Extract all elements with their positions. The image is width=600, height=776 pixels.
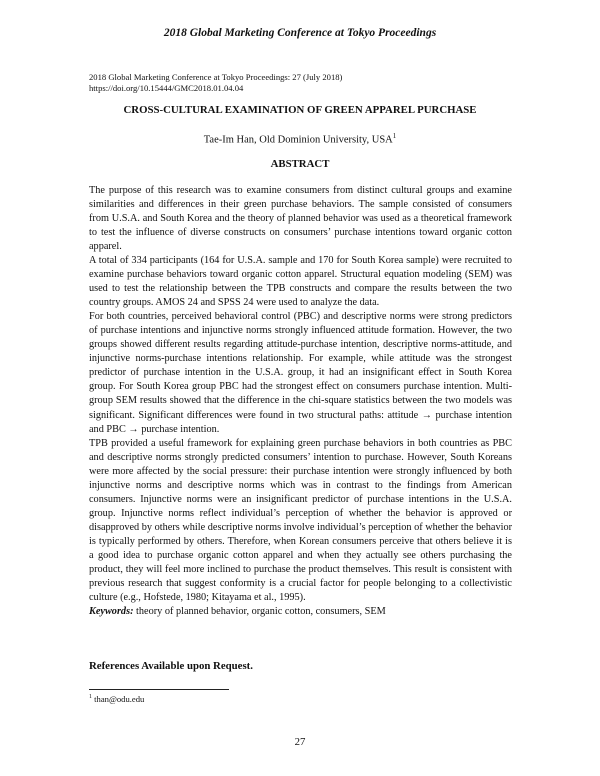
citation-block bbox=[89, 72, 342, 94]
author-footnote-mark: 1 bbox=[392, 132, 397, 140]
abstract-paragraph: TPB provided a useful framework for explaining green purchase behaviors in both countries as PBC and descriptive norms strongly predicted consumers’ intention to purchase. However, South Koreans were more affected by the social pressure: their purchase intention were strongly influenced by both injunctive norms and descriptive norms which was in contrast to the findings from American consumers. Injunctive norms were an insignificant predictor of purchase intentions in the U.S.A. group. Injunctive norms reflect individual’s perception of whether the behavior is approved or disapproved by others while descriptive norms involve individual’s perception of whether the behavior is typically performed by others. Therefore, when Korean consumers perceive that others believe it is a good idea to purchase organic cotton apparel and when they actually see others purchasing the product, they will feel more inclined to purchase the product themselves. This result is consistent with previous research that suggest conformity is a crucial factor for people belonging to a collectivistic culture (e.g., Hofstede, 1980; Kitayama et al., 1995). bbox=[89, 437, 512, 603]
footnote-divider bbox=[89, 689, 229, 690]
footnote-email[interactable]: than@odu.edu bbox=[92, 694, 145, 704]
abstract-body bbox=[89, 184, 512, 619]
page-number: 27 bbox=[294, 736, 306, 748]
running-head: 2018 Global Marketing Conference at Tokyo Proceedings bbox=[163, 27, 437, 39]
paper-title: CROSS-CULTURAL EXAMINATION OF GREEN APPAREL PURCHASE bbox=[123, 104, 477, 116]
abstract-paragraph: The purpose of this research was to examine consumers from distinct cultural groups and examine similarities and differences in their green purchase behaviors. The sample consisted of consumers from U.S.A. and South Korea and the theory of planned behavior was used as a theoretical framework to test the influence of diverse constructs on consumers’ purchase intentions toward organic cotton apparel. bbox=[89, 185, 512, 253]
references-note: References Available upon Request. bbox=[89, 660, 253, 672]
footnote bbox=[89, 694, 144, 704]
keywords-label: Keywords: bbox=[89, 605, 134, 617]
abstract-heading: ABSTRACT bbox=[270, 158, 330, 170]
citation-line: 2018 Global Marketing Conference at Tokyo Proceedings: 27 (July 2018) bbox=[89, 72, 343, 82]
abstract-paragraph: A total of 334 participants (164 for U.S.A. sample and 170 for South Korea sample) were recruited to examine purchase behaviors toward organic cotton apparel. Structural equation modeling (SEM) was used to test the relationship between the TPB constructs and compare the results between the two country groups. AMOS 24 and SPSS 24 were used to analyze the data. bbox=[89, 255, 512, 309]
footnote-mark: 1 bbox=[89, 694, 92, 701]
author-line bbox=[0, 132, 600, 146]
doi-link[interactable]: https://doi.org/10.15444/GMC2018.01.04.04 bbox=[89, 83, 244, 93]
author-name: Tae-Im Han, Old Dominion University, USA bbox=[203, 134, 393, 146]
keywords-line bbox=[89, 605, 512, 619]
abstract-paragraph: For both countries, perceived behavioral control (PBC) and descriptive norms were strong predictors of purchase intentions and injunctive norms strongly influenced attitude formation. However, the two groups showed different results regarding attitude-purchase intention, descriptive norms-attitude, and injunctive norms-purchase intentions relationship. For example, while attitude was the strongest predictor of purchase intention in the U.S.A. group, it had an insignificant effect in South Korea group. For South Korea group PBC had the strongest effect on consumers purchase intention. Multi-group SEM results showed that the difference in the chi-square statistics between the two models was significant. Significant differences were found in two structural paths: attitude → purchase intention and PBC → purchase intention. bbox=[89, 311, 512, 435]
keywords-text: theory of planned behavior, organic cotton, consumers, SEM bbox=[133, 605, 386, 617]
